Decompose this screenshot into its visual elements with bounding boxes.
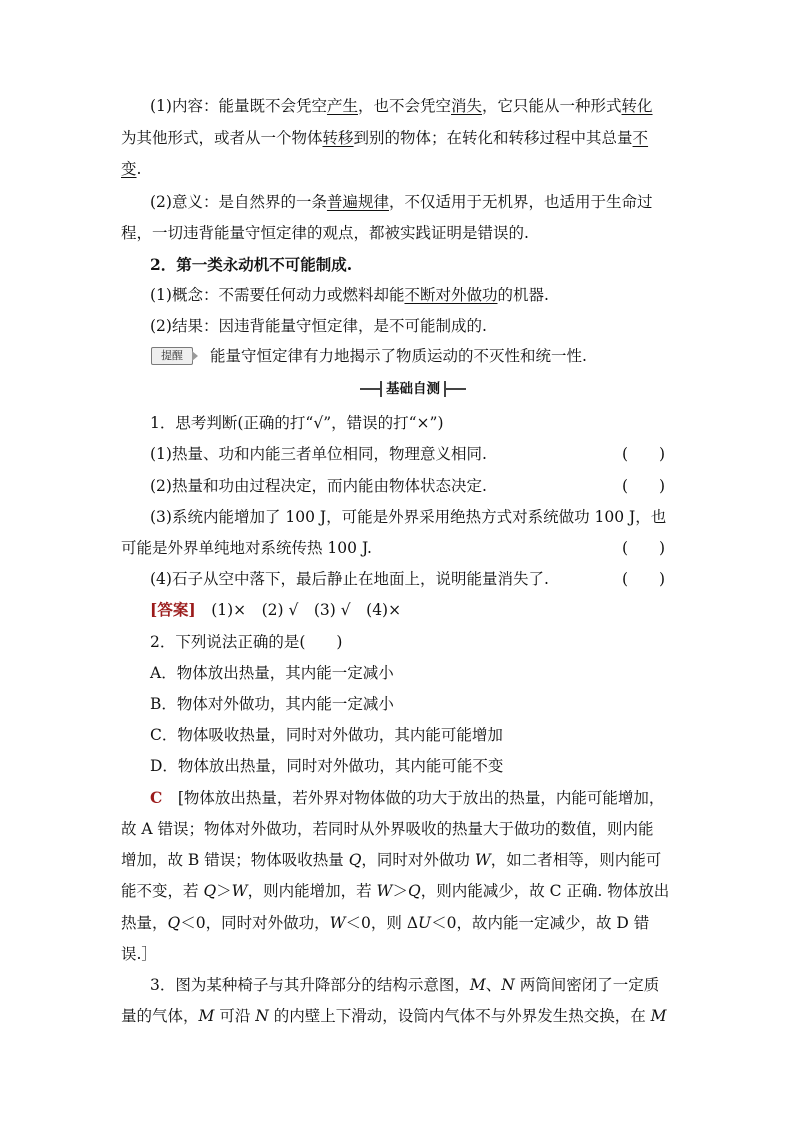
question-stem: 2．下列说法正确的是( ) — [150, 633, 343, 651]
explanation-line: 增加，故 B 错误；物体吸收热量 Q，同时对外做功 W，如二者相等，则内能可 — [121, 851, 662, 869]
judgment-item: (3)系统内能增加了 100 J，可能是外界采用绝热方式对系统做功 100 J，也 — [150, 508, 667, 526]
judgment-item: (2)热量和功由过程决定，而内能由物体状态决定. — [150, 477, 487, 495]
explanation-line: 能不变，若 Q＞W，则内能增加，若 W＞Q，则内能减少，故 C 正确. 物体放出 — [121, 882, 670, 900]
content-paragraph-line: 变. — [121, 160, 142, 178]
meaning-paragraph-line: (2)意义：是自然界的一条普遍规律，不仅适用于无机界，也适用于生命过 — [150, 193, 653, 211]
judgment-item: (1)热量、功和内能三者单位相同，物理意义相同. — [150, 445, 487, 463]
judgment-item-continued: 可能是外界单纯地对系统传热 100 J. — [121, 539, 372, 557]
tip-text: 能量守恒定律有力地揭示了物质运动的不灭性和统一性. — [210, 347, 587, 365]
answer-line: [答案] (1)× (2) √ (3) √ (4)× — [150, 600, 402, 619]
option-c: C．物体吸收热量，同时对外做功，其内能可能增加 — [150, 726, 503, 744]
result-line: (2)结果：因违背能量守恒定律，是不可能制成的. — [150, 317, 487, 335]
question-stem-continued: 量的气体，M 可沿 N 的内壁上下滑动，设筒内气体不与外界发生热交换，在 M — [121, 1007, 667, 1025]
section-title: 基础自测 — [380, 381, 446, 397]
explanation-line: 热量，Q＜0，同时对外做功，W＜0，则 ΔU＜0，故内能一定减少，故 D 错 — [121, 914, 650, 932]
tip-badge: 提醒 — [151, 347, 193, 365]
explanation-line: 误.］ — [121, 945, 157, 963]
explanation-line: C [物体放出热量，若外界对物体做的功大于放出的热量，内能可能增加， — [150, 788, 665, 807]
answer-blank: ( ) — [622, 445, 666, 463]
explanation-line: 故 A 错误；物体对外做功，若同时从外界吸收的热量大于做功的数值，则内能 — [121, 820, 654, 838]
answer-blank: ( ) — [622, 477, 666, 495]
answer-letter: C — [150, 788, 163, 807]
concept-line: (1)概念：不需要任何动力或燃料却能不断对外做功的机器. — [150, 286, 549, 304]
content-paragraph-line: 为其他形式，或者从一个物体转移到别的物体；在转化和转移过程中其总量不 — [121, 129, 649, 147]
meaning-paragraph-line: 程，一切违背能量守恒定律的观点，都被实践证明是错误的. — [121, 224, 529, 242]
answer-tag: [答案] — [150, 600, 196, 619]
option-a: A．物体放出热量，其内能一定减小 — [150, 664, 394, 682]
option-d: D．物体放出热量，同时对外做功，其内能可能不变 — [150, 757, 504, 775]
answer-blank: ( ) — [622, 570, 666, 588]
section-banner — [360, 380, 466, 398]
section-heading: 2．第一类永动机不可能制成. — [150, 255, 353, 274]
judgment-item: (4)石子从空中落下，最后静止在地面上，说明能量消失了. — [150, 570, 549, 588]
answer-blank: ( ) — [622, 539, 666, 557]
question-stem: 1．思考判断(正确的打“√”，错误的打“×”) — [150, 414, 444, 432]
question-stem: 3．图为某种椅子与其升降部分的结构示意图，M、N 两筒间密闭了一定质 — [150, 976, 660, 994]
content-paragraph-line: (1)内容：能量既不会凭空产生，也不会凭空消失，它只能从一种形式转化 — [150, 97, 653, 115]
option-b: B．物体对外做功，其内能一定减小 — [150, 695, 394, 713]
